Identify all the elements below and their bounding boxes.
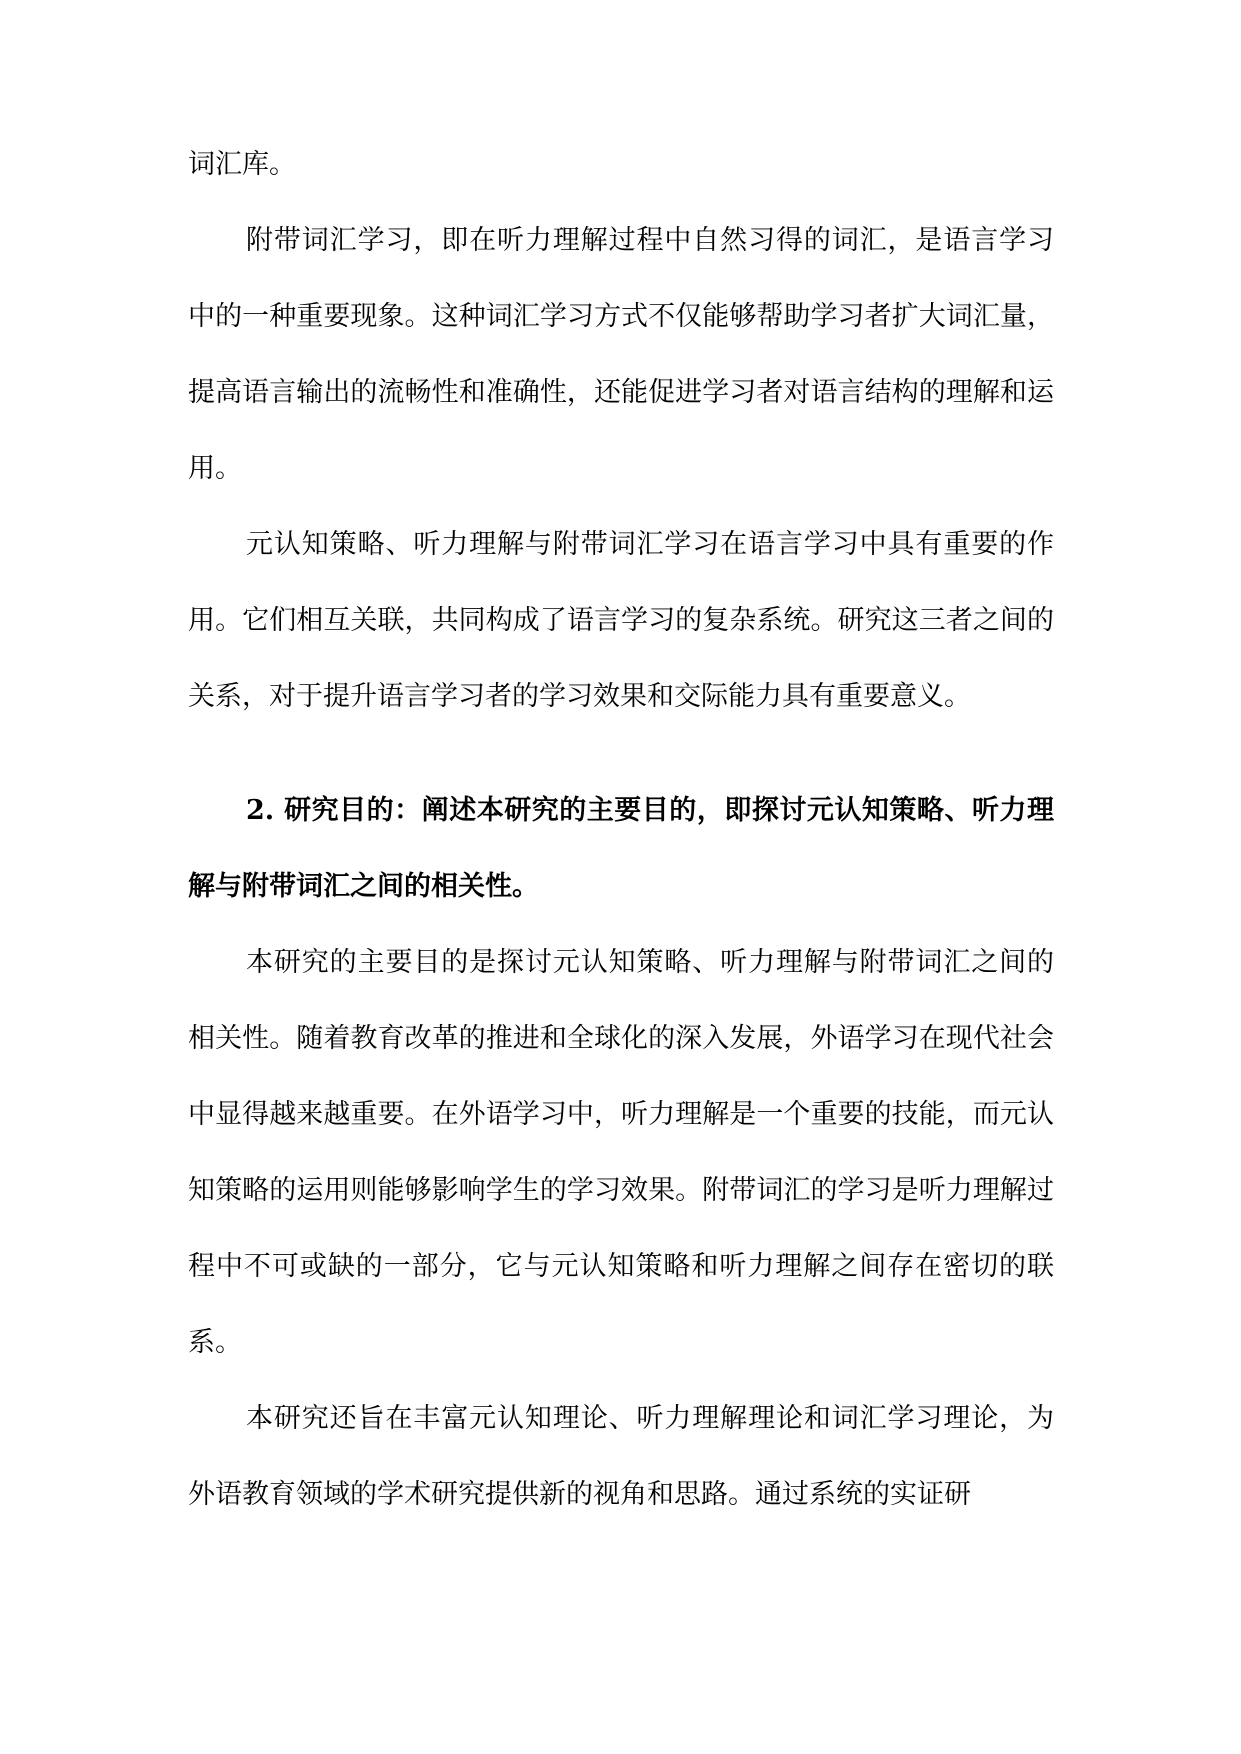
section-heading-research-purpose: 2. 研究目的：阐述本研究的主要目的，即探讨元认知策略、听力理解与附带词汇之间的相关性。 [188,795,1054,902]
paragraph-theory-enrichment: 本研究还旨在丰富元认知理论、听力理解理论和词汇学习理论，为外语教育领域的学术研究提供新的视角和思路。通过系统的实证研 [188,1403,1054,1510]
paragraph-research-purpose: 本研究的主要目的是探讨元认知策略、听力理解与附带词汇之间的相关性。随着教育改革的推进和全球化的深入发展，外语学习在现代社会中显得越来越重要。在外语学习中，听力理解是一个重要的技能，而元认知策略的运用则能够影响学生的学习效果。附带词汇的学习是听力理解过程中不可或缺的一部分，它与元认知策略和听力理解之间存在密切的联系。 [188,947,1054,1358]
paragraph-relationship: 元认知策略、听力理解与附带词汇学习在语言学习中具有重要的作用。它们相互关联，共同构成了语言学习的复杂系统。研究这三者之间的关系，对于提升语言学习者的学习效果和交际能力具有重要意义。 [188,529,1054,712]
document-body [188,127,1054,1533]
paragraph-continuation: 词汇库。 [188,149,296,180]
paragraph-incidental-vocabulary: 附带词汇学习，即在听力理解过程中自然习得的词汇，是语言学习中的一种重要现象。这种词汇学习方式不仅能够帮助学习者扩大词汇量，提高语言输出的流畅性和准确性，还能促进学习者对语言结构的理解和运用。 [188,225,1054,484]
